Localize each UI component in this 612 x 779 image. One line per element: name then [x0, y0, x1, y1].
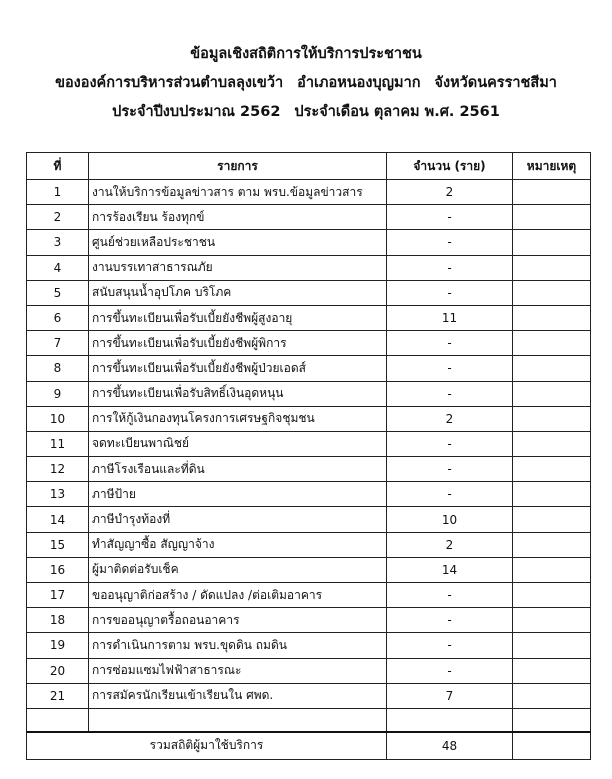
row-number: 20 [27, 658, 89, 683]
total-note [513, 732, 591, 760]
row-note [513, 658, 591, 683]
row-item: ผู้มาติดต่อรับเช็ค [89, 557, 387, 582]
row-note [513, 457, 591, 482]
row-note [513, 683, 591, 708]
table-row [27, 457, 591, 482]
total-label: รวมสถิติผู้มาใช้บริการ [27, 732, 387, 760]
row-number: 12 [27, 457, 89, 482]
row-count: - [387, 583, 513, 608]
table-row [27, 280, 591, 305]
row-count: - [387, 482, 513, 507]
title-line-1: ข้อมูลเชิงสถิติการให้บริการประชาชน [190, 46, 422, 62]
row-number: 14 [27, 507, 89, 532]
row-number: 10 [27, 406, 89, 431]
table-header-row [27, 153, 591, 180]
row-count: 2 [387, 532, 513, 557]
row-note [513, 633, 591, 658]
row-number: 2 [27, 205, 89, 230]
row-item: ขออนุญาติก่อสร้าง / ดัดแปลง /ต่อเติมอาคาร [89, 583, 387, 608]
total-value: 48 [387, 732, 513, 760]
district-name: อำเภอหนองบุญมาก [297, 75, 421, 91]
row-note [513, 230, 591, 255]
organization-name: ขององค์การบริหารส่วนตำบลลุงเขว้า [55, 75, 284, 91]
table-row [27, 356, 591, 381]
title-line-2 [0, 69, 612, 98]
row-count: 14 [387, 557, 513, 582]
row-item: การซ่อมแซมไฟฟ้าสาธารณะ [89, 658, 387, 683]
row-number: 9 [27, 381, 89, 406]
row-number: 19 [27, 633, 89, 658]
row-number: 13 [27, 482, 89, 507]
table-row [27, 255, 591, 280]
empty-cell [387, 708, 513, 732]
report-month: ประจำเดือน ตุลาคม พ.ศ. 2561 [294, 104, 500, 120]
table-total-row [27, 732, 591, 760]
row-number: 11 [27, 431, 89, 456]
row-count: - [387, 255, 513, 280]
row-count: - [387, 633, 513, 658]
row-note [513, 280, 591, 305]
row-number: 7 [27, 331, 89, 356]
row-note [513, 331, 591, 356]
empty-cell [27, 708, 89, 732]
row-note [513, 205, 591, 230]
table-row [27, 683, 591, 708]
row-count: - [387, 205, 513, 230]
document-title [0, 40, 612, 127]
row-item: การขึ้นทะเบียนเพื่อรับเบี้ยยังชีพผู้ป่วยเอดส์ [89, 356, 387, 381]
title-line-3 [0, 98, 612, 127]
row-note [513, 305, 591, 330]
row-item: การขึ้นทะเบียนเพื่อรับสิทธิ์เงินอุดหนุน [89, 381, 387, 406]
row-item: การขออนุญาตรื้อถอนอาคาร [89, 608, 387, 633]
row-count: - [387, 457, 513, 482]
row-note [513, 356, 591, 381]
fiscal-year: ประจำปีงบประมาณ 2562 [112, 104, 281, 120]
empty-cell [89, 708, 387, 732]
row-number: 6 [27, 305, 89, 330]
row-note [513, 507, 591, 532]
table-row [27, 205, 591, 230]
row-note [513, 482, 591, 507]
row-count: - [387, 280, 513, 305]
header-count: จำนวน (ราย) [387, 153, 513, 180]
row-number: 17 [27, 583, 89, 608]
row-item: งานบรรเทาสาธารณภัย [89, 255, 387, 280]
row-note [513, 557, 591, 582]
row-number: 1 [27, 180, 89, 205]
table-row [27, 633, 591, 658]
row-note [513, 381, 591, 406]
row-count: 10 [387, 507, 513, 532]
table-row [27, 406, 591, 431]
row-item: ภาษีบำรุงท้องที่ [89, 507, 387, 532]
row-number: 3 [27, 230, 89, 255]
statistics-table [26, 152, 591, 760]
row-number: 18 [27, 608, 89, 633]
row-item: การร้องเรียน ร้องทุกข์ [89, 205, 387, 230]
table-body [27, 180, 591, 760]
table-empty-row [27, 708, 591, 732]
row-count: 2 [387, 406, 513, 431]
row-number: 21 [27, 683, 89, 708]
row-count: 2 [387, 180, 513, 205]
row-note [513, 532, 591, 557]
row-count: 11 [387, 305, 513, 330]
table-row [27, 230, 591, 255]
row-count: 7 [387, 683, 513, 708]
row-count: - [387, 230, 513, 255]
row-count: - [387, 381, 513, 406]
row-count: - [387, 658, 513, 683]
table-row [27, 557, 591, 582]
row-item: งานให้บริการข้อมูลข่าวสาร ตาม พรบ.ข้อมูลข่าวสาร [89, 180, 387, 205]
empty-cell [513, 708, 591, 732]
row-item: การดำเนินการตาม พรบ.ขุดดิน ถมดิน [89, 633, 387, 658]
table-row [27, 381, 591, 406]
row-item: ภาษีโรงเรือนและที่ดิน [89, 457, 387, 482]
row-number: 5 [27, 280, 89, 305]
table-row [27, 431, 591, 456]
table-row [27, 305, 591, 330]
table-row [27, 482, 591, 507]
row-item: การให้กู้เงินกองทุนโครงการเศรษฐกิจชุมชน [89, 406, 387, 431]
row-number: 4 [27, 255, 89, 280]
row-number: 16 [27, 557, 89, 582]
row-count: - [387, 608, 513, 633]
row-item: ทำสัญญาซื้อ สัญญาจ้าง [89, 532, 387, 557]
table-row [27, 583, 591, 608]
row-item: การขึ้นทะเบียนเพื่อรับเบี้ยยังชีพผู้พิการ [89, 331, 387, 356]
table-row [27, 532, 591, 557]
header-note: หมายเหตุ [513, 153, 591, 180]
row-count: - [387, 331, 513, 356]
row-item: จดทะเบียนพาณิชย์ [89, 431, 387, 456]
row-item: การสมัครนักเรียนเข้าเรียนใน ศพด. [89, 683, 387, 708]
row-count: - [387, 356, 513, 381]
table-row [27, 507, 591, 532]
row-note [513, 255, 591, 280]
table-row [27, 658, 591, 683]
row-number: 15 [27, 532, 89, 557]
header-item: รายการ [89, 153, 387, 180]
row-note [513, 180, 591, 205]
row-item: ศูนย์ช่วยเหลือประชาชน [89, 230, 387, 255]
province-name: จังหวัดนครราชสีมา [434, 75, 557, 91]
row-count: - [387, 431, 513, 456]
table-row [27, 331, 591, 356]
row-note [513, 608, 591, 633]
row-number: 8 [27, 356, 89, 381]
table-row [27, 180, 591, 205]
row-item: สนับสนุนน้ำอุปโภค บริโภค [89, 280, 387, 305]
row-note [513, 406, 591, 431]
row-note [513, 583, 591, 608]
row-item: ภาษีป้าย [89, 482, 387, 507]
header-no: ที่ [27, 153, 89, 180]
row-note [513, 431, 591, 456]
table-row [27, 608, 591, 633]
row-item: การขึ้นทะเบียนเพื่อรับเบี้ยยังชีพผู้สูงอายุ [89, 305, 387, 330]
